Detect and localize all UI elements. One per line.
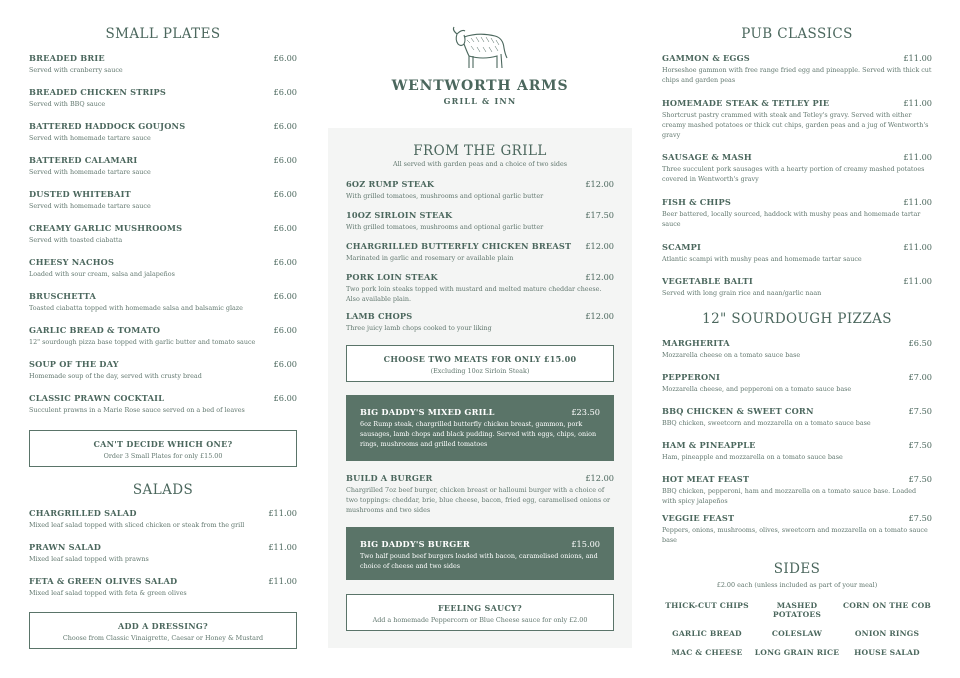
item-price: £7.00 xyxy=(908,372,932,382)
item-description: Loaded with sour cream, salsa and jalapeños xyxy=(29,270,175,278)
menu-item xyxy=(346,241,614,272)
item-name: PEPPERONI xyxy=(662,372,721,382)
item-description: Served with homemade tartare sauce xyxy=(29,134,151,142)
item-price: £12.00 xyxy=(585,473,614,483)
grill-list xyxy=(346,179,614,342)
promo-subtitle: (Excluding 10oz Sirloin Steak) xyxy=(430,367,530,375)
logo xyxy=(328,26,632,106)
item-price: £17.50 xyxy=(585,210,614,220)
item-name: BREADED CHICKEN STRIPS xyxy=(29,87,167,97)
item-name: FETA & GREEN OLIVES SALAD xyxy=(29,576,178,586)
pizzas-list xyxy=(662,338,932,547)
menu-item xyxy=(29,542,297,576)
item-name: GARLIC BREAD & TOMATO xyxy=(29,325,161,335)
item-name: CREAMY GARLIC MUSHROOMS xyxy=(29,223,183,233)
item-name: LAMB CHOPS xyxy=(346,311,413,321)
item-description: Served with toasted ciabatta xyxy=(29,236,123,244)
item-description: Succulent prawns in a Marie Rose sauce served on a bed of leaves xyxy=(29,406,245,414)
item-description: Served with BBQ sauce xyxy=(29,100,106,108)
item-price: £11.00 xyxy=(903,276,932,286)
small-plates-list xyxy=(29,53,297,427)
item-name: 6OZ RUMP STEAK xyxy=(346,179,435,189)
item-price: £11.00 xyxy=(903,53,932,63)
menu-item xyxy=(662,242,932,276)
item-description: Mixed leaf salad topped with sliced chicken or steak from the grill xyxy=(29,521,245,529)
item-name: GAMMON & EGGS xyxy=(662,53,750,63)
side-item: COLESLAW xyxy=(771,629,823,638)
menu-item xyxy=(346,272,614,311)
item-price: £6.00 xyxy=(273,393,297,403)
menu-item xyxy=(29,87,297,121)
big-burger-card xyxy=(346,527,614,580)
menu-item xyxy=(29,223,297,257)
item-description: Ham, pineapple and mozzarella on a tomato sauce base xyxy=(662,453,843,461)
item-name: BREADED BRIE xyxy=(29,53,105,63)
menu-item xyxy=(662,440,932,474)
small-plates-title: SMALL PLATES xyxy=(105,26,221,42)
side-item: MASHED POTATOES xyxy=(772,601,822,619)
item-description: Beer battered, locally sourced, haddock with mushy peas and homemade tartar sauce xyxy=(662,210,921,228)
item-description: BBQ chicken, sweetcorn and mozzarella on a tomato sauce base xyxy=(662,419,871,427)
item-description: Peppers, onions, mushrooms, olives, sweetcorn and mozzarella on a tomato sauce base xyxy=(662,526,928,544)
menu-item xyxy=(662,513,932,547)
menu-item xyxy=(346,179,614,210)
item-description: Toasted ciabatta topped with homemade salsa and balsamic glaze xyxy=(29,304,243,312)
item-description: Served with homemade tartare sauce xyxy=(29,202,151,210)
item-price: £6.00 xyxy=(273,87,297,97)
item-price: £11.00 xyxy=(903,197,932,207)
menu-item xyxy=(662,406,932,440)
menu-item xyxy=(29,325,297,359)
item-description: Shortcrust pastry crammed with steak and Tetley's gravy. Served with either creamy mashed potatoes or thick cut chips, garden peas and a jug of Wentworth's gravy xyxy=(662,111,929,139)
item-price: £7.50 xyxy=(908,406,932,416)
item-name: HAM & PINEAPPLE xyxy=(662,440,756,450)
item-price: £6.00 xyxy=(273,189,297,199)
item-description: Two pork loin steaks topped with mustard and melted mature cheddar cheese. Also available plain. xyxy=(346,285,602,303)
sides-title: SIDES xyxy=(773,561,821,577)
promo-title: CAN'T DECIDE WHICH ONE? xyxy=(93,439,233,449)
item-name: VEGETABLE BALTI xyxy=(662,276,753,286)
item-name: MARGHERITA xyxy=(662,338,730,348)
item-description: Three succulent pork sausages with a hearty portion of creamy mashed potatoes covered in Wentworth's gravy xyxy=(662,165,925,183)
menu-item xyxy=(662,276,932,310)
grill-title: FROM THE GRILL xyxy=(413,143,547,159)
menu-item xyxy=(29,291,297,325)
item-name: CLASSIC PRAWN COCKTAIL xyxy=(29,393,165,403)
salads-list xyxy=(29,508,297,610)
bull-icon xyxy=(449,26,511,72)
menu-item xyxy=(29,576,297,610)
side-item: THICK-CUT CHIPS xyxy=(665,601,749,610)
item-price: £11.00 xyxy=(268,576,297,586)
item-description: Three juicy lamb chops cooked to your liking xyxy=(346,324,492,332)
item-name: SOUP OF THE DAY xyxy=(29,359,119,369)
item-price: £11.00 xyxy=(268,508,297,518)
menu-item xyxy=(29,257,297,291)
item-price: £7.50 xyxy=(908,440,932,450)
item-description: Marinated in garlic and rosemary or available plain xyxy=(346,254,514,262)
sides-subtitle: £2.00 each (unless included as part of your meal) xyxy=(716,581,878,589)
menu-item xyxy=(346,311,614,342)
item-name: HOMEMADE STEAK & TETLEY PIE xyxy=(662,98,830,108)
two-meats-promo xyxy=(346,345,614,382)
sauce-promo xyxy=(346,594,614,631)
item-price: £6.00 xyxy=(273,155,297,165)
item-price: £11.00 xyxy=(903,98,932,108)
sides-grid xyxy=(662,601,932,657)
item-name: SCAMPI xyxy=(662,242,702,252)
menu-item xyxy=(346,473,614,515)
menu-item xyxy=(29,393,297,427)
side-item: LONG GRAIN RICE xyxy=(754,648,840,657)
item-price: £23.50 xyxy=(571,407,600,417)
promo-title: ADD A DRESSING? xyxy=(118,621,208,631)
item-price: £6.50 xyxy=(908,338,932,348)
item-description: Atlantic scampi with mushy peas and homemade tartar sauce xyxy=(662,255,862,263)
menu-item xyxy=(29,189,297,223)
item-description: 12" sourdough pizza base topped with garlic butter and tomato sauce xyxy=(29,338,256,346)
grill-subtitle: All served with garden peas and a choice of two sides xyxy=(392,160,568,168)
dressing-promo xyxy=(29,612,297,649)
item-price: £6.00 xyxy=(273,291,297,301)
side-item: MAC & CHEESE xyxy=(671,648,743,657)
pub-classics-title: PUB CLASSICS xyxy=(741,26,853,42)
menu-item xyxy=(29,359,297,393)
item-name: PRAWN SALAD xyxy=(29,542,102,552)
menu-item xyxy=(662,197,932,242)
promo-title: CHOOSE TWO MEATS FOR ONLY £15.00 xyxy=(383,354,577,364)
item-name: CHARGRILLED BUTTERFLY CHICKEN BREAST xyxy=(346,241,572,251)
promo-title: FEELING SAUCY? xyxy=(437,603,523,613)
item-name: BIG DADDY'S BURGER xyxy=(360,539,470,549)
menu-item xyxy=(662,372,932,406)
item-description: Two half pound beef burgers loaded with bacon, caramelised onions, and choice of cheese and two sides xyxy=(360,552,598,570)
item-price: £7.50 xyxy=(908,474,932,484)
mixed-grill-card xyxy=(346,395,614,461)
menu-item xyxy=(29,53,297,87)
item-price: £12.00 xyxy=(585,179,614,189)
menu-item xyxy=(29,121,297,155)
item-price: £15.00 xyxy=(571,539,600,549)
small-plates-promo xyxy=(29,430,297,467)
item-price: £12.00 xyxy=(585,241,614,251)
promo-subtitle: Add a homemade Peppercorn or Blue Cheese sauce for only £2.00 xyxy=(372,616,588,624)
item-name: HOT MEAT FEAST xyxy=(662,474,750,484)
item-price: £6.00 xyxy=(273,359,297,369)
item-price: £11.00 xyxy=(903,242,932,252)
item-name: 10OZ SIRLOIN STEAK xyxy=(346,210,453,220)
item-price: £6.00 xyxy=(273,223,297,233)
promo-subtitle: Choose from Classic Vinaigrette, Caesar or Honey & Mustard xyxy=(62,634,264,642)
item-name: BIG DADDY'S MIXED GRILL xyxy=(360,407,495,417)
brand-tagline: GRILL & INN xyxy=(443,96,517,106)
menu-item xyxy=(29,155,297,189)
item-name: VEGGIE FEAST xyxy=(662,513,735,523)
item-price: £12.00 xyxy=(585,311,614,321)
item-description: Mozzarella cheese, and pepperoni on a tomato sauce base xyxy=(662,385,852,393)
salads-title: SALADS xyxy=(132,482,194,498)
menu-item xyxy=(662,152,932,197)
item-name: PORK LOIN STEAK xyxy=(346,272,438,282)
item-price: £6.00 xyxy=(273,257,297,267)
menu-item xyxy=(662,474,932,513)
item-description: With grilled tomatoes, mushrooms and optional garlic butter xyxy=(346,192,544,200)
menu-item xyxy=(662,98,932,152)
menu-item xyxy=(662,338,932,372)
item-price: £11.00 xyxy=(903,152,932,162)
item-description: Mixed leaf salad topped with prawns xyxy=(29,555,149,563)
brand-name: WENTWORTH ARMS xyxy=(391,78,569,94)
item-description: Served with homemade tartare sauce xyxy=(29,168,151,176)
item-price: £7.50 xyxy=(908,513,932,523)
item-price: £11.00 xyxy=(268,542,297,552)
item-description: Horseshoe gammon with free range fried egg and pineapple. Served with thick cut chips and garden peas xyxy=(662,66,932,84)
item-price: £6.00 xyxy=(273,53,297,63)
promo-subtitle: Order 3 Small Plates for only £15.00 xyxy=(103,452,223,460)
menu-item xyxy=(346,210,614,241)
side-item: HOUSE SALAD xyxy=(854,648,920,657)
item-price: £6.00 xyxy=(273,121,297,131)
item-description: Mixed leaf salad topped with feta & green olives xyxy=(29,589,187,597)
menu-item xyxy=(662,53,932,98)
item-name: BUILD A BURGER xyxy=(346,473,433,483)
side-item: ONION RINGS xyxy=(854,629,920,638)
item-description: Homemade soup of the day, served with crusty bread xyxy=(29,372,202,380)
item-description: Mozzarella cheese on a tomato sauce base xyxy=(662,351,801,359)
item-price: £6.00 xyxy=(273,325,297,335)
item-name: DUSTED WHITEBAIT xyxy=(29,189,131,199)
menu-item xyxy=(29,508,297,542)
item-name: BATTERED HADDOCK GOUJONS xyxy=(29,121,186,131)
pub-classics-list xyxy=(662,53,932,310)
item-price: £12.00 xyxy=(585,272,614,282)
item-description: 6oz Rump steak, chargrilled butterfly chicken breast, gammon, pork sausages, lamb chops and black pudding. Served with eggs, chips, onion rings, mushrooms and grilled tomatoes xyxy=(360,420,597,448)
item-description: Served with cranberry sauce xyxy=(29,66,123,74)
item-name: CHEESY NACHOS xyxy=(29,257,115,267)
item-name: FISH & CHIPS xyxy=(662,197,731,207)
item-description: BBQ chicken, pepperoni, ham and mozzarella on a tomato sauce base. Loaded with spicy jalapeños xyxy=(662,487,917,505)
item-name: SAUSAGE & MASH xyxy=(662,152,752,162)
item-description: Served with long grain rice and naan/garlic naan xyxy=(662,289,822,297)
item-description: Chargrilled 7oz beef burger, chicken breast or halloumi burger with a choice of two toppings: cheddar, brie, blue cheese, bacon, fried egg, caramelised onions or mushrooms and two sides xyxy=(346,486,611,514)
item-name: BBQ CHICKEN & SWEET CORN xyxy=(662,406,814,416)
item-name: CHARGRILLED SALAD xyxy=(29,508,137,518)
item-name: BRUSCHETTA xyxy=(29,291,97,301)
side-item: CORN ON THE COB xyxy=(842,601,932,610)
side-item: GARLIC BREAD xyxy=(672,629,742,638)
pizzas-title: 12" SOURDOUGH PIZZAS xyxy=(702,311,892,327)
item-name: BATTERED CALAMARI xyxy=(29,155,138,165)
item-description: With grilled tomatoes, mushrooms and optional garlic butter xyxy=(346,223,544,231)
